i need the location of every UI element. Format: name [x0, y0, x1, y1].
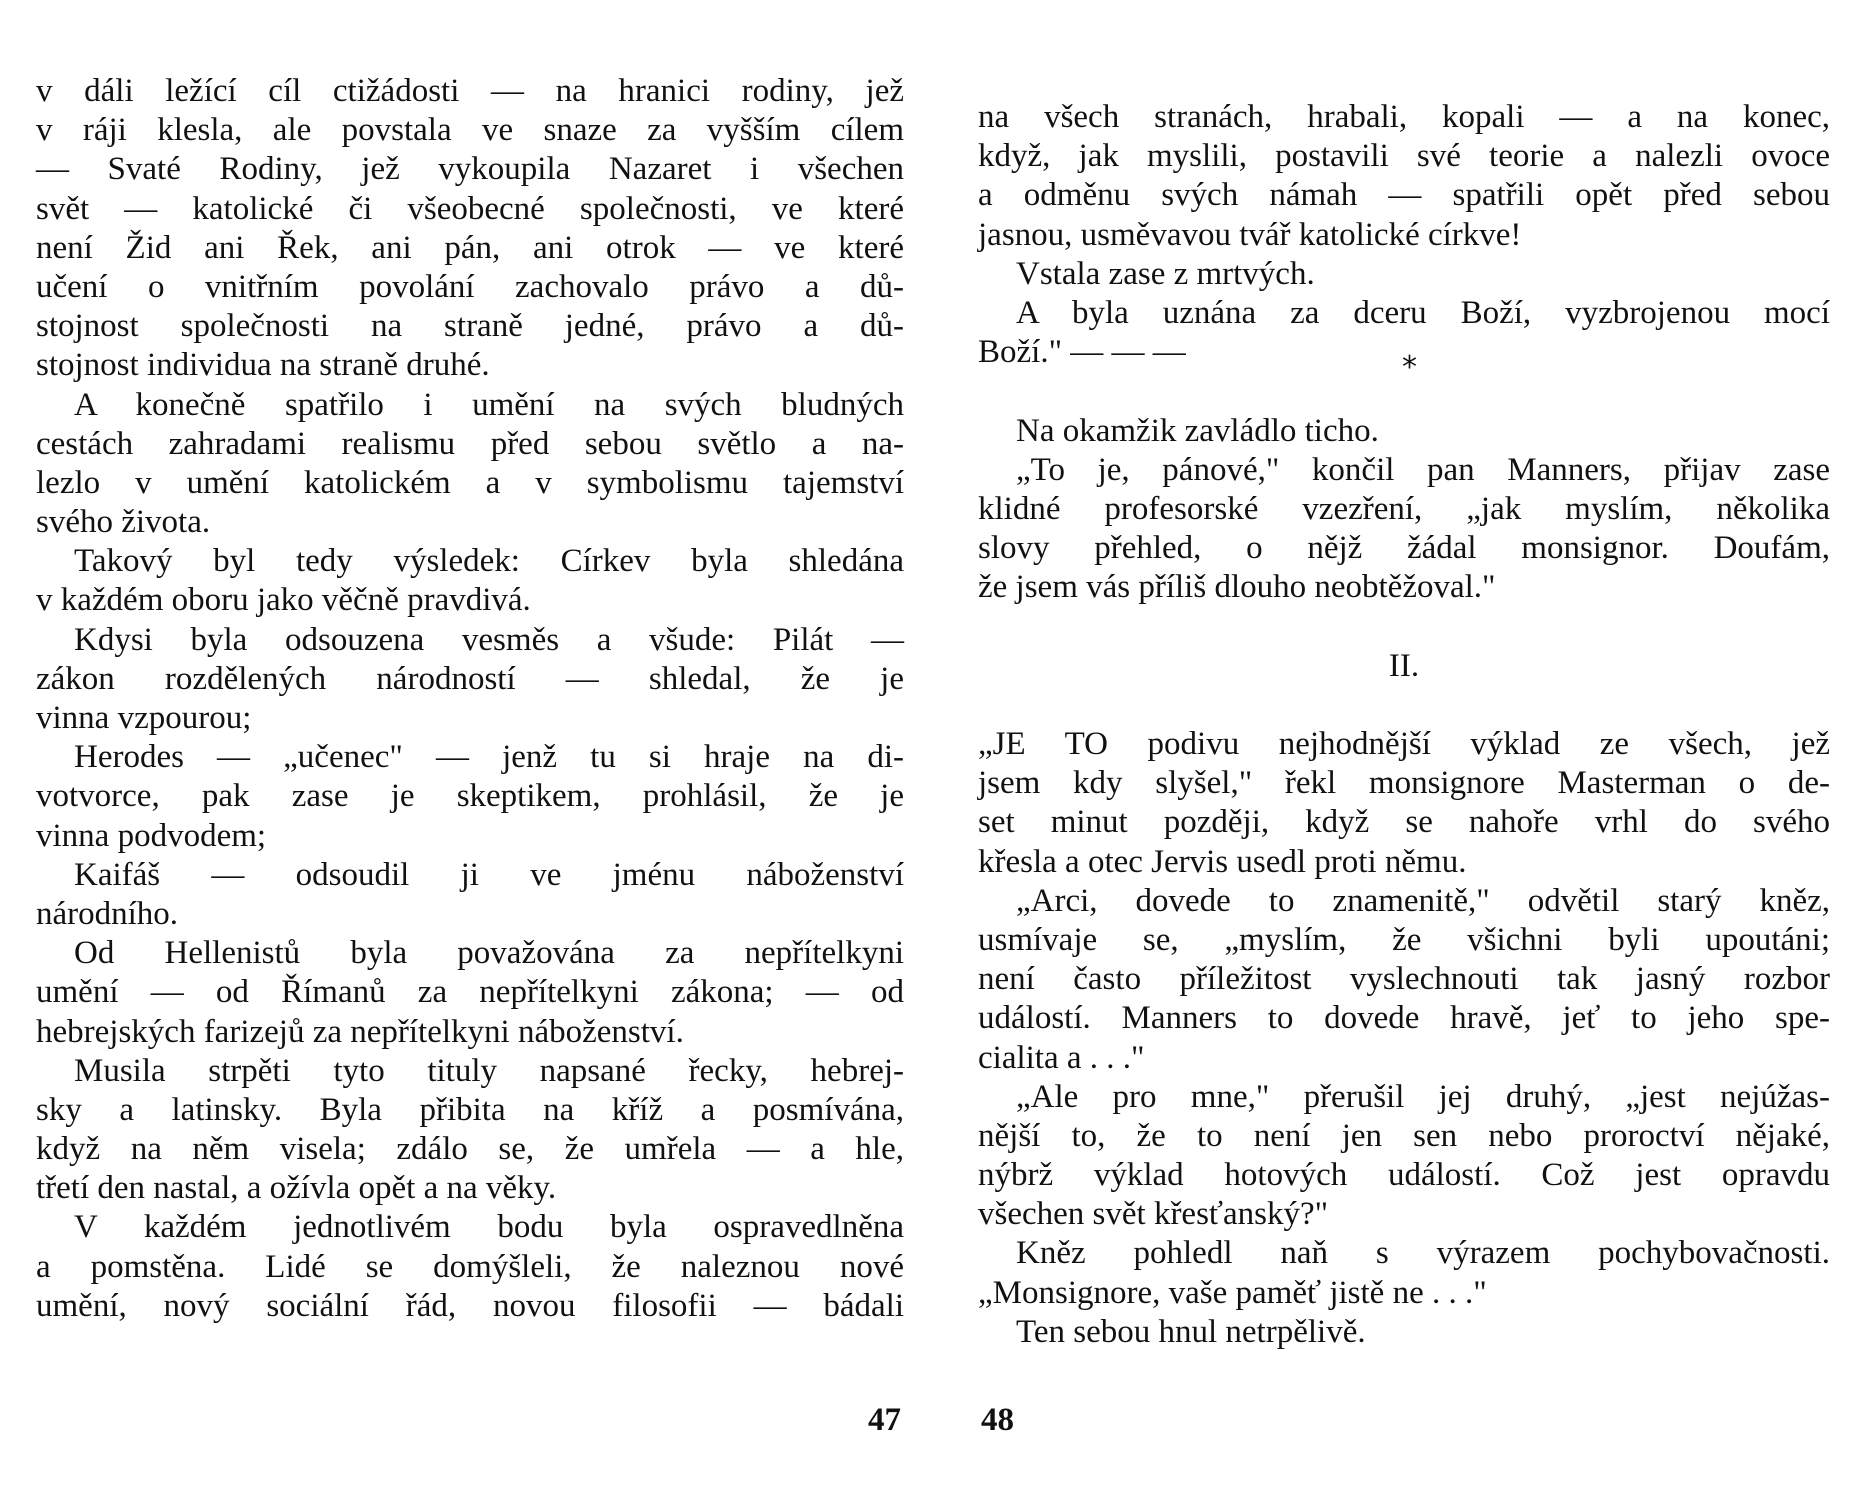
- text-line: „To je, pánové," končil pan Manners, přijav zase: [1016, 451, 1830, 488]
- text-line: hebrejských farizejů za nepřítelkyni náboženství.: [36, 1013, 684, 1050]
- text-line: A byla uznána za dceru Boží, vyzbrojenou mocí: [1016, 294, 1830, 331]
- text-line: Vstala zase z mrtvých.: [1016, 255, 1315, 292]
- text-line: „Monsignore, vaše paměť jistě ne . . .": [978, 1274, 1487, 1311]
- text-line: usmívaje se, „myslím, že všichni byli upoutáni;: [978, 921, 1830, 958]
- text-line: slovy přehled, o nějž žádal monsignor. Doufám,: [978, 530, 1830, 567]
- text-line: a pomstěna. Lidé se domýšleli, že naleznou nové: [36, 1248, 904, 1285]
- text-line: a odměnu svých námah — spatřili opět před sebou: [978, 177, 1830, 214]
- text-line: — Svaté Rodiny, jež vykoupila Nazaret i všechen: [36, 151, 904, 188]
- blank-line: [978, 607, 1830, 646]
- text-line: na všech stranách, hrabali, kopali — a na konec,: [978, 99, 1830, 135]
- text-line: národního.: [36, 895, 179, 932]
- text-line: nýbrž výklad hotových událostí. Což jest opravdu: [978, 1157, 1830, 1194]
- text-line: Kněz pohledl naň s výrazem pochybovačnosti.: [1016, 1235, 1830, 1272]
- text-line: jsem kdy slyšel," řekl monsignore Masterman o de-: [978, 765, 1830, 802]
- text-line: učení o vnitřním povolání zachovalo právo a dů-: [36, 268, 904, 305]
- text-line: Herodes — „učenec" — jenž tu si hraje na di-: [74, 739, 904, 776]
- text-line: Ten sebou hnul netrpělivě.: [1016, 1313, 1366, 1350]
- text-line: A konečně spatřilo i umění na svých bludných: [74, 386, 904, 423]
- text-line: stojnost individua na straně druhé.: [36, 347, 490, 384]
- text-line: Kdysi byla odsouzena vesměs a všude: Pilát —: [74, 621, 904, 658]
- text-line: cestách zahradami realismu před sebou světlo a na-: [36, 425, 904, 462]
- text-line: třetí den nastal, a ožívla opět a na věky.: [36, 1170, 557, 1207]
- text-line: cialita a . . .": [978, 1039, 1145, 1076]
- text-line: když, jak myslili, postavili své teorie a nalezli ovoce: [978, 138, 1830, 175]
- text-line: Od Hellenistů byla považována za nepřítelkyni: [74, 935, 904, 972]
- text-line: v dáli ležící cíl ctižádosti — na hranici rodiny, jež: [36, 73, 904, 109]
- text-line: v každém oboru jako věčně pravdivá.: [36, 582, 531, 619]
- text-line: jasnou, usměvavou tvář katolické církve!: [978, 216, 1522, 253]
- text-line: votvorce, pak zase je skeptikem, prohlásil, že je: [36, 778, 904, 815]
- text-line: křesla a otec Jervis usedl proti němu.: [978, 843, 1467, 880]
- text-line: Kaifáš — odsoudil ji ve jménu náboženství: [74, 856, 904, 893]
- text-line: „JE TO podivu nejhodnější výklad ze všech, jež: [978, 726, 1830, 762]
- text-line: sky a latinsky. Byla přibita na kříž a posmívána,: [36, 1091, 904, 1128]
- text-line: není Žid ani Řek, ani pán, ani otrok — ve které: [36, 229, 904, 266]
- text-line: událostí. Manners to dovede hravě, jeť to jeho spe-: [978, 1000, 1830, 1037]
- left-page: [36, 72, 904, 1326]
- text-line: „Arci, dovede to znamenitě," odvětil starý kněz,: [1016, 882, 1830, 919]
- text-line: není často příležitost vyslechnouti tak jasný rozbor: [978, 961, 1830, 998]
- text-line: V každém jednotlivém bodu byla ospravedlněna: [74, 1209, 904, 1246]
- text-line: zákon rozdělených národností — shledal, že je: [36, 660, 904, 697]
- text-line: vinna vzpourou;: [36, 700, 252, 736]
- text-line: nější to, že to není jen sen nebo proroctví nějaké,: [978, 1117, 1830, 1154]
- text-line: umění — od Římanů za nepřítelkyni zákona; — od: [36, 974, 904, 1011]
- text-line: „Ale pro mne," přerušil jej druhý, „jest nejúžas-: [1016, 1078, 1830, 1115]
- text-line: klidné profesorské vzezření, „jak myslím, několika: [978, 490, 1830, 527]
- text-line: všechen svět křesťanský?": [978, 1196, 1329, 1233]
- text-line: svého života.: [36, 504, 211, 541]
- blank-line: [978, 686, 1830, 725]
- text-line: umění, nový sociální řád, novou filosofii — bádali: [36, 1287, 904, 1324]
- text-line: lezlo v umění katolickém a v symbolismu tajemství: [36, 464, 904, 501]
- text-line: Na okamžik zavládlo ticho.: [1016, 412, 1379, 449]
- text-line: Boží." — — —: [978, 334, 1186, 371]
- right-page: [978, 98, 1830, 1352]
- text-line: v ráji klesla, ale povstala ve snaze za vyšším cílem: [36, 112, 904, 149]
- chapter-heading: II.: [1388, 647, 1420, 684]
- text-line: když na něm visela; zdálo se, že umřela — a hle,: [36, 1131, 904, 1168]
- page-number-left: 47: [868, 1402, 901, 1438]
- text-line: set minut později, když se nahoře vrhl do svého: [978, 804, 1830, 841]
- page-number-right: 48: [981, 1402, 1014, 1438]
- text-line: Musila strpěti tyto tituly napsané řecky, hebrej-: [74, 1052, 904, 1089]
- text-line: svět — katolické či všeobecné společnosti, ve které: [36, 190, 904, 227]
- text-line: vinna podvodem;: [36, 817, 267, 854]
- section-separator-asterisk: *: [1402, 350, 1417, 385]
- text-line: že jsem vás příliš dlouho neobtěžoval.": [978, 569, 1496, 606]
- text-line: stojnost společnosti na straně jedné, právo a dů-: [36, 308, 904, 345]
- text-line: Takový byl tedy výsledek: Církev byla shledána: [74, 543, 904, 580]
